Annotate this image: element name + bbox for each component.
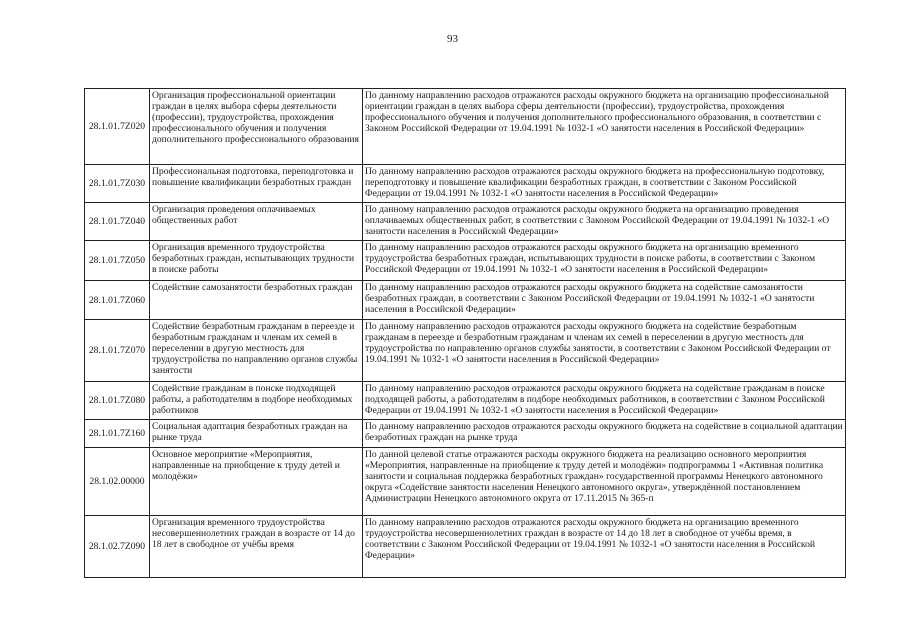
- row-name: Содействие самозанятости безработных граждан: [150, 281, 363, 320]
- row-description: По данной целевой статье отражаются расходы окружного бюджета на реализацию основного мероприятия «Мероприятия, направленные на приобщение к труду детей и молодёжи» подпрограммы 1 «Активная политика занятости и социальная поддержка безработных граждан» государственной программы Ненецкого автономного округа «Содействие занятости населения Ненецкого автономного округа», утверждённой постановлением Администрации Ненецкого автономного округа от 17.11.2015 № 365-п: [363, 448, 846, 516]
- row-code: 28.1.01.7Z030: [85, 165, 150, 203]
- row-name: Организация проведения оплачиваемых общественных работ: [150, 203, 363, 241]
- row-code: 28.1.01.7Z020: [85, 89, 150, 165]
- row-code: 28.1.01.7Z060: [85, 281, 150, 320]
- row-description: По данному направлению расходов отражаются расходы окружного бюджета на организацию проведения оплачиваемых общественных работ, в соответствии с Законом Российской Федерации от 19.04.1991 № 1032-1 «О занятости населения в Российской Федерации»: [363, 203, 846, 241]
- row-code: 28.1.01.7Z070: [85, 320, 150, 382]
- table-row: [85, 420, 846, 448]
- row-name: Социальная адаптация безработных граждан на рынке труда: [150, 420, 363, 448]
- table-row: [85, 89, 846, 165]
- row-name: Профессиональная подготовка, переподготовка и повышение квалификации безработных граждан: [150, 165, 363, 203]
- budget-classification-table: [84, 88, 846, 578]
- table-row: [85, 448, 846, 516]
- table-row: [85, 516, 846, 578]
- row-name: Содействие гражданам в поиске подходящей работы, а работодателям в подборе необходимых работников: [150, 382, 363, 420]
- row-description: По данному направлению расходов отражаются расходы окружного бюджета на содействие безработным гражданам в переезде и безработным гражданам и членам их семей в переселении в другую местность для трудоустройства по направлению органов службы занятости, в соответствии с Законом Российской Федерации от 19.04.1991 № 1032-1 «О занятости населения в Российской Федерации»: [363, 320, 846, 382]
- row-name: Содействие безработным гражданам в переезде и безработным гражданам и членам их семей в переселении в другую местность для трудоустройства по направлению органов службы занятости: [150, 320, 363, 382]
- row-description: По данному направлению расходов отражаются расходы окружного бюджета на содействие гражданам в поиске подходящей работы, а работодателям в подборе необходимых работников, в соответствии с Законом Российской Федерации от 19.04.1991 № 1032-1 «О занятости населения в Российской Федерации»: [363, 382, 846, 420]
- row-code: 28.1.01.7Z080: [85, 382, 150, 420]
- row-name: Основное мероприятие «Мероприятия, направленные на приобщение к труду детей и молодёжи»: [150, 448, 363, 516]
- row-name: Организация профессиональной ориентации граждан в целях выбора сферы деятельности (профессии), трудоустройства, прохождения профессионального обучения и получения дополнительного профессионального образования: [150, 89, 363, 165]
- row-code: 28.1.01.7Z040: [85, 203, 150, 241]
- row-description: По данному направлению расходов отражаются расходы окружного бюджета на профессиональную подготовку, переподготовку и повышение квалификации безработных граждан, в соответствии с Законом Российской Федерации от 19.04.1991 № 1032-1 «О занятости населения в Российской Федерации»: [363, 165, 846, 203]
- table-row: [85, 382, 846, 420]
- row-code: 28.1.02.00000: [85, 448, 150, 516]
- row-description: По данному направлению расходов отражаются расходы окружного бюджета на содействие в социальной адаптации безработных граждан на рынке труда: [363, 420, 846, 448]
- row-description: По данному направлению расходов отражаются расходы окружного бюджета на организацию временного трудоустройства безработных граждан, испытывающих трудности в поиске работы, в соответствии с Законом Российской Федерации от 19.04.1991 № 1032-1 «О занятости населения в Российской Федерации»: [363, 241, 846, 281]
- row-code: 28.1.01.7Z160: [85, 420, 150, 448]
- table-row: [85, 203, 846, 241]
- table-row: [85, 165, 846, 203]
- row-name: Организация временного трудоустройства несовершеннолетних граждан в возрасте от 14 до 18 лет в свободное от учёбы время: [150, 516, 363, 578]
- row-code: 28.1.01.7Z050: [85, 241, 150, 281]
- page-number: 93: [447, 33, 458, 45]
- row-description: По данному направлению расходов отражаются расходы окружного бюджета на содействие самозанятости безработных граждан, в соответствии с Законом Российской Федерации от 19.04.1991 № 1032-1 «О занятости населения в Российской Федерации»: [363, 281, 846, 320]
- row-name: Организация временного трудоустройства безработных граждан, испытывающих трудности в поиске работы: [150, 241, 363, 281]
- row-description: По данному направлению расходов отражаются расходы окружного бюджета на организацию временного трудоустройства несовершеннолетних граждан в возрасте от 14 до 18 лет в свободное от учёбы время, в соответствии с Законом Российской Федерации от 19.04.1991 № 1032-1 «О занятости населения в Российской Федерации»: [363, 516, 846, 578]
- row-code: 28.1.02.7Z090: [85, 516, 150, 578]
- table-row: [85, 281, 846, 320]
- table-row: [85, 320, 846, 382]
- table-row: [85, 241, 846, 281]
- row-description: По данному направлению расходов отражаются расходы окружного бюджета на организацию профессиональной ориентации граждан в целях выбора сферы деятельности (профессии), трудоустройства, прохождения профессионального обучения и получения дополнительного профессионального образования, в соответствии с Законом Российской Федерации от 19.04.1991 № 1032-1 «О занятости населения в Российской Федерации»: [363, 89, 846, 165]
